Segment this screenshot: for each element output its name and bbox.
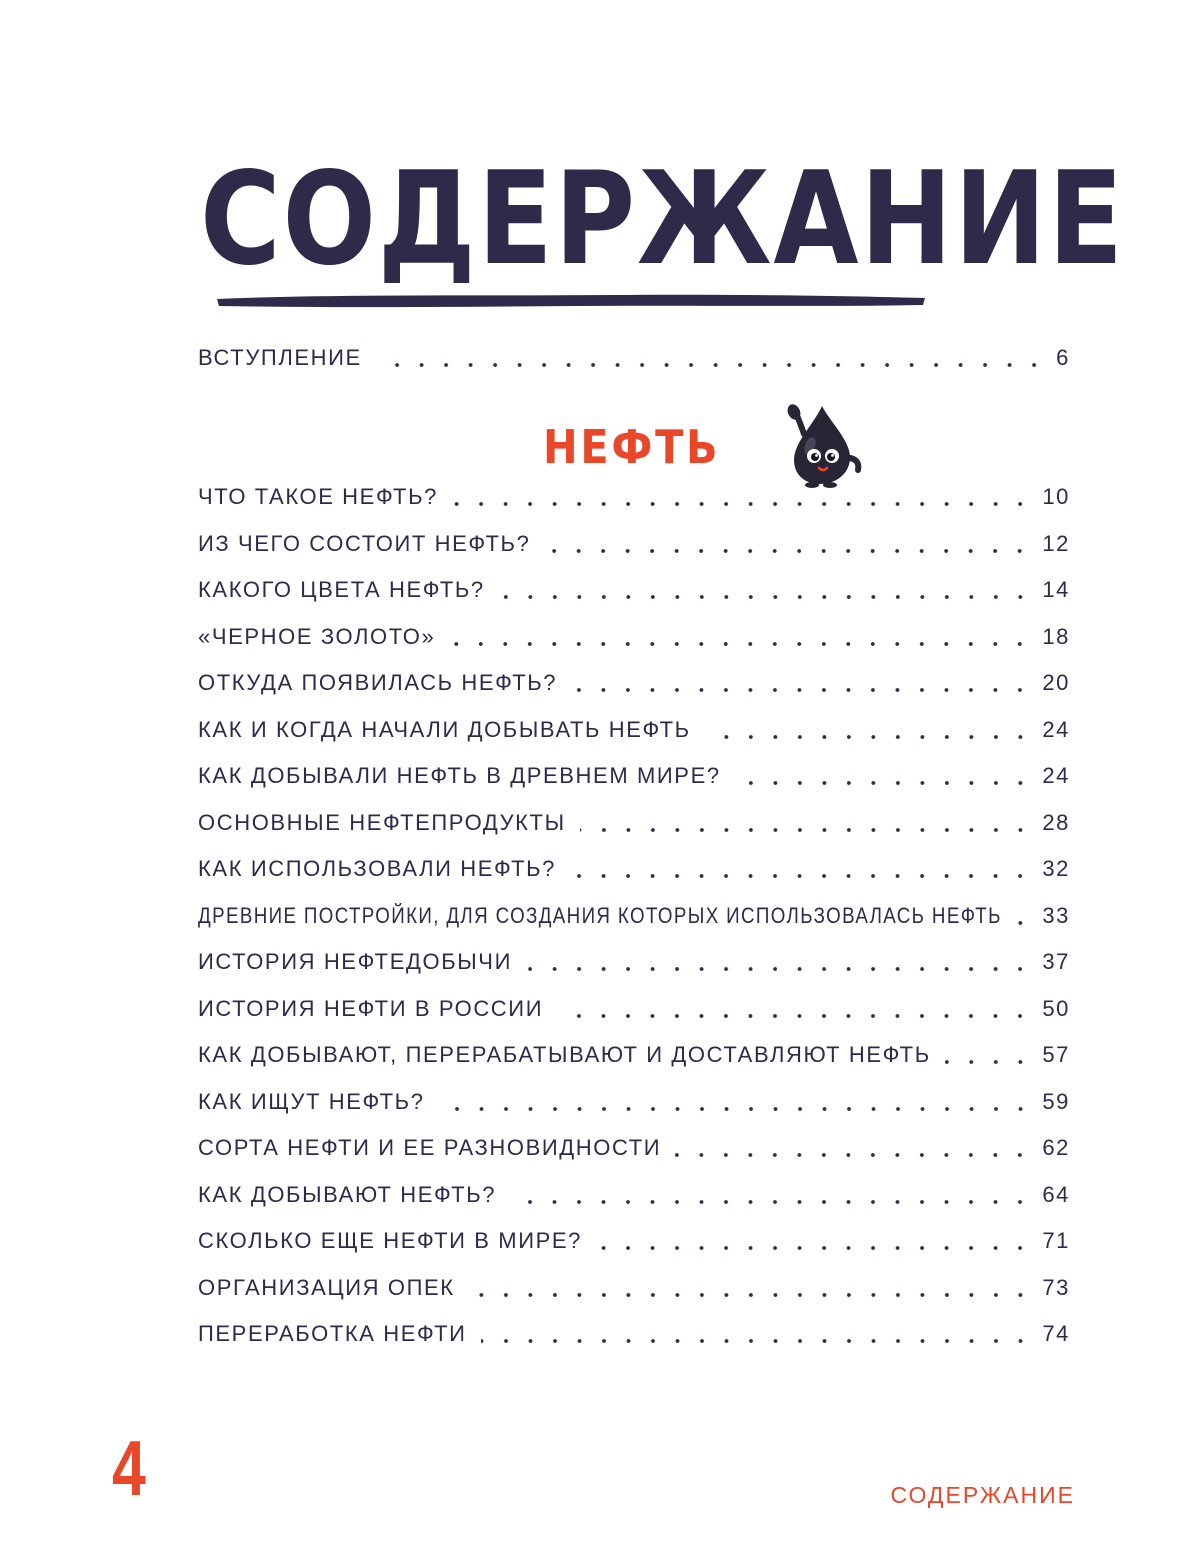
toc-entry[interactable] [198,1226,1070,1256]
toc-entry-label: КАК ДОБЫВАЮТ НЕФТЬ? [198,1182,497,1207]
toc-entry[interactable] [198,901,1070,931]
toc-entry-page: 37 [1042,949,1070,974]
toc-entry-label: ИСТОРИЯ НЕФТИ В РОССИИ [198,996,544,1021]
toc-entry-label: «ЧЕРНОЕ ЗОЛОТО» [198,624,436,649]
dot-leader [571,668,1032,698]
toc-entry[interactable] [198,575,1070,605]
toc-entry-page: 57 [1042,1042,1070,1067]
dot-leader [452,482,1032,512]
toc-entry-label: ЧТО ТАКОЕ НЕФТЬ? [198,484,438,509]
toc-entry-page: 74 [1042,1321,1070,1346]
dot-leader [439,1087,1033,1117]
toc-entry-page: 50 [1042,996,1070,1021]
toc-entry[interactable] [198,529,1070,559]
toc-entry-page: 10 [1042,484,1070,509]
toc-entry[interactable] [198,482,1070,512]
running-footer: СОДЕРЖАНИЕ [890,1482,1075,1508]
toc-entry[interactable] [198,715,1070,745]
toc-entry-page: 24 [1042,763,1070,788]
toc-entry-label: ПЕРЕРАБОТКА НЕФТИ [198,1321,467,1346]
toc-entry-page: 62 [1042,1135,1070,1160]
dot-leader [1016,901,1033,931]
dot-leader [544,529,1032,559]
dot-leader [481,1319,1033,1349]
toc-entry-page: 33 [1042,903,1070,928]
page-title: СОДЕРЖАНИЕ [200,145,1125,294]
toc-entry-page: 14 [1042,577,1070,602]
toc-entry[interactable] [198,1319,1070,1349]
dot-leader [735,761,1033,791]
dot-leader [449,622,1032,652]
toc-entry-page: 6 [1056,345,1070,370]
toc-entry-label: КАК ДОБЫВАЮТ, ПЕРЕРАБАТЫВАЮТ И ДОСТАВЛЯЮТ НЕФТЬ [198,1042,931,1067]
dot-leader [469,1273,1033,1303]
dot-leader [705,715,1033,745]
toc-entry-label: ИЗ ЧЕГО СОСТОИТ НЕФТЬ? [198,531,531,556]
toc-entry-label: КАКОГО ЦВЕТА НЕФТЬ? [198,577,485,602]
toc-entry-label: ОРГАНИЗАЦИЯ ОПЕК [198,1275,455,1300]
dot-leader [945,1040,1033,1070]
section-heading: НЕФТЬ [543,420,721,474]
page-number: 4 [112,1424,146,1512]
toc-entry-page: 59 [1042,1089,1070,1114]
toc-entry-label: КАК ИЩУТ НЕФТЬ? [198,1089,425,1114]
toc-entry[interactable] [198,668,1070,698]
toc-entry[interactable] [198,1180,1070,1210]
toc-entry-page: 28 [1042,810,1070,835]
dot-leader [580,808,1033,838]
dot-leader [557,994,1032,1024]
oil-drop-mascot-icon [772,398,868,488]
toc-entry[interactable] [198,994,1070,1024]
dot-leader [499,575,1033,605]
toc-entry-page: 24 [1042,717,1070,742]
toc-entry-page: 64 [1042,1182,1070,1207]
dot-leader [510,1180,1032,1210]
toc-entry-label: КАК ДОБЫВАЛИ НЕФТЬ В ДРЕВНЕМ МИРЕ? [198,763,721,788]
toc-entry-page: 32 [1042,856,1070,881]
toc-entry[interactable] [198,761,1070,791]
toc-entry-page: 20 [1042,670,1070,695]
dot-leader [675,1133,1032,1163]
toc-entry-intro[interactable] [198,343,1070,373]
toc-entry[interactable] [198,854,1070,884]
toc-entry-label: СОРТА НЕФТИ И ЕЕ РАЗНОВИДНОСТИ [198,1135,662,1160]
title-underline [215,290,927,312]
dot-leader [526,947,1032,977]
toc-entry-label: ВСТУПЛЕНИЕ [198,345,362,370]
toc-entry-page: 71 [1042,1228,1070,1253]
toc-entry-label: КАК И КОГДА НАЧАЛИ ДОБЫВАТЬ НЕФТЬ [198,717,691,742]
dot-leader [596,1226,1032,1256]
toc-entry-label: СКОЛЬКО ЕЩЕ НЕФТИ В МИРЕ? [198,1228,582,1253]
toc-entry[interactable] [198,1273,1070,1303]
toc-entry[interactable] [198,1087,1070,1117]
toc-entry[interactable] [198,1040,1070,1070]
toc-entry-page: 73 [1042,1275,1070,1300]
toc-entry-label: ИСТОРИЯ НЕФТЕДОБЫЧИ [198,949,512,974]
dot-leader [376,343,1046,373]
toc-entry[interactable] [198,622,1070,652]
toc-entry-label: ОТКУДА ПОЯВИЛАСЬ НЕФТЬ? [198,670,558,695]
toc-entry[interactable] [198,947,1070,977]
toc-entry[interactable] [198,808,1070,838]
toc-entry-page: 18 [1042,624,1070,649]
toc-entry-label: ОСНОВНЫЕ НЕФТЕПРОДУКТЫ [198,810,566,835]
toc-entry[interactable] [198,1133,1070,1163]
toc-entry-page: 12 [1042,531,1070,556]
dot-leader [570,854,1032,884]
toc-entry-label: ДРЕВНИЕ ПОСТРОЙКИ, ДЛЯ СОЗДАНИЯ КОТОРЫХ ИСПОЛЬЗОВАЛАСЬ НЕФТЬ [198,903,1002,928]
toc-entry-label: КАК ИСПОЛЬЗОВАЛИ НЕФТЬ? [198,856,557,881]
